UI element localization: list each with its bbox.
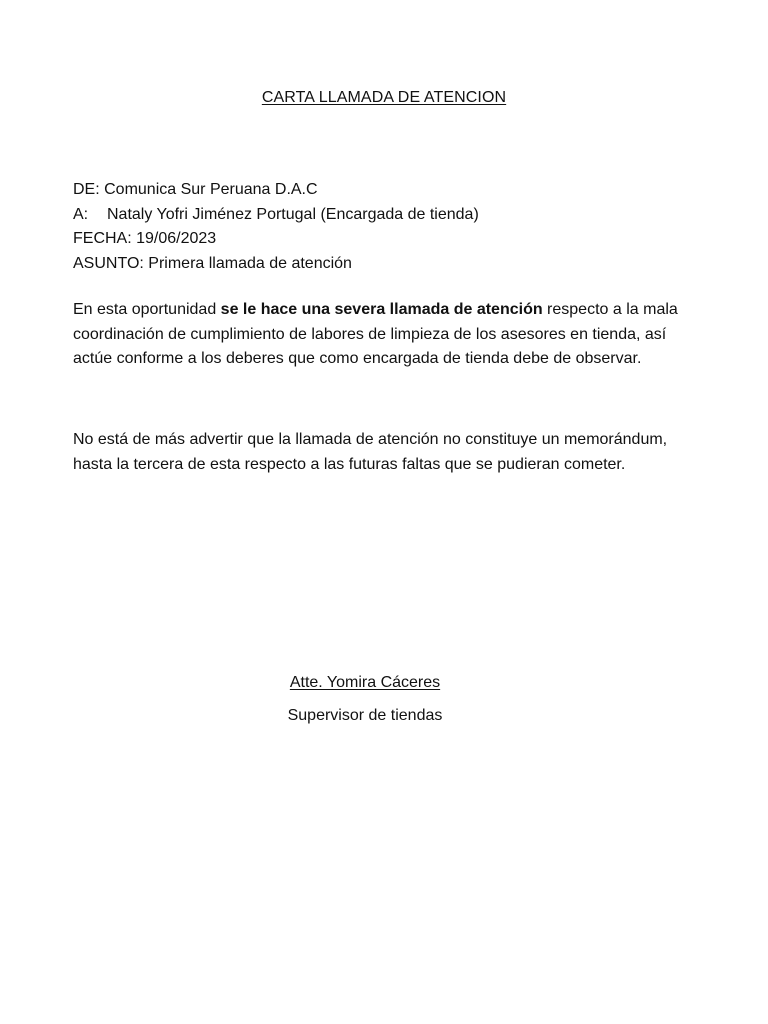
date-label: FECHA: (73, 230, 132, 247)
from-label: DE: (73, 181, 100, 198)
subject-line (73, 252, 713, 277)
body-paragraph-2: No está de más advertir que la llamada de atención no constituye un memorándum, hasta la tercera de esta respecto a las futuras faltas que se pudieran cometer. (73, 431, 668, 473)
letter-title (0, 87, 768, 109)
date-line (73, 227, 713, 252)
signature-role: Supervisor de tiendas (287, 707, 443, 724)
body-paragraph-1 (73, 298, 683, 372)
letter-title-text: CARTA LLAMADA DE ATENCION (261, 89, 507, 106)
subject-value: Primera llamada de atención (148, 254, 352, 272)
to-line (73, 203, 713, 228)
paragraph-1-emphasis: se le hace una severa llamada de atención (220, 301, 543, 318)
from-value: Comunica Sur Peruana D.A.C (104, 181, 318, 198)
paragraph-1-intro: En esta oportunidad (73, 301, 221, 318)
date-value: 19/06/2023 (136, 230, 217, 247)
to-label: A: (73, 205, 89, 223)
signature-name-text: Atte. Yomira Cáceres (289, 674, 441, 691)
paragraph-1-rest: respecto a la mala coordinación de cumplimiento de labores de limpieza de los asesores en tienda, así actúe conforme a los deberes que como encargada de tienda debe de observar. (73, 301, 678, 367)
from-line (73, 178, 713, 203)
signature-name (0, 672, 730, 694)
to-value: Nataly Yofri Jiménez Portugal (Encargada de tienda) (107, 205, 479, 223)
letter-header (73, 178, 713, 276)
subject-label: ASUNTO: (73, 254, 144, 272)
